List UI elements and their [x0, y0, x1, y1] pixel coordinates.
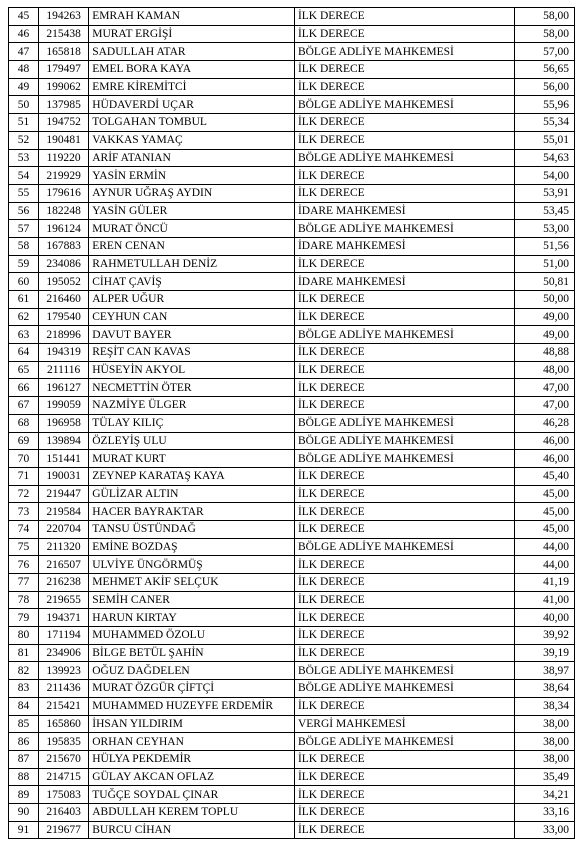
candidate-id-cell: 211436: [39, 680, 89, 698]
court-type-cell: İLK DERECE: [294, 520, 514, 538]
results-table-body: [9, 8, 575, 839]
court-type-cell: İLK DERECE: [294, 786, 514, 804]
candidate-id-cell: 119220: [39, 149, 89, 167]
table-row: [9, 485, 575, 503]
score-cell: 50,81: [514, 273, 574, 291]
table-row: [9, 627, 575, 645]
candidate-id-cell: 211320: [39, 538, 89, 556]
row-number-cell: 80: [9, 627, 39, 645]
table-row: [9, 786, 575, 804]
court-type-cell: BÖLGE ADLİYE MAHKEMESİ: [294, 220, 514, 238]
candidate-name-cell: BURCU CİHAN: [89, 821, 295, 839]
row-number-cell: 70: [9, 450, 39, 468]
court-type-cell: İLK DERECE: [294, 291, 514, 309]
row-number-cell: 72: [9, 485, 39, 503]
candidate-name-cell: HÜDAVERDİ UÇAR: [89, 96, 295, 114]
table-row: [9, 326, 575, 344]
table-row: [9, 556, 575, 574]
candidate-id-cell: 219447: [39, 485, 89, 503]
candidate-name-cell: NECMETTİN ÖTER: [89, 379, 295, 397]
row-number-cell: 78: [9, 591, 39, 609]
score-cell: 49,00: [514, 308, 574, 326]
candidate-id-cell: 194752: [39, 114, 89, 132]
candidate-name-cell: OĞUZ DAĞDELEN: [89, 662, 295, 680]
score-cell: 46,00: [514, 450, 574, 468]
row-number-cell: 45: [9, 8, 39, 26]
court-type-cell: İLK DERECE: [294, 750, 514, 768]
court-type-cell: BÖLGE ADLİYE MAHKEMESİ: [294, 432, 514, 450]
score-cell: 45,00: [514, 520, 574, 538]
candidate-id-cell: 167883: [39, 237, 89, 255]
row-number-cell: 91: [9, 821, 39, 839]
court-type-cell: BÖLGE ADLİYE MAHKEMESİ: [294, 96, 514, 114]
candidate-name-cell: EREN CENAN: [89, 237, 295, 255]
court-type-cell: İLK DERECE: [294, 609, 514, 627]
candidate-name-cell: SADULLAH ATAR: [89, 43, 295, 61]
row-number-cell: 67: [9, 397, 39, 415]
court-type-cell: İLK DERECE: [294, 644, 514, 662]
row-number-cell: 75: [9, 538, 39, 556]
court-type-cell: İLK DERECE: [294, 591, 514, 609]
candidate-name-cell: HACER BAYRAKTAR: [89, 503, 295, 521]
row-number-cell: 74: [9, 520, 39, 538]
row-number-cell: 51: [9, 114, 39, 132]
candidate-id-cell: 219929: [39, 167, 89, 185]
table-row: [9, 450, 575, 468]
table-row: [9, 503, 575, 521]
candidate-name-cell: HARUN KIRTAY: [89, 609, 295, 627]
table-row: [9, 520, 575, 538]
score-cell: 53,91: [514, 184, 574, 202]
table-row: [9, 202, 575, 220]
candidate-name-cell: GÜLİZAR ALTIN: [89, 485, 295, 503]
candidate-id-cell: 151441: [39, 450, 89, 468]
candidate-name-cell: MUHAMMED ÖZOLU: [89, 627, 295, 645]
row-number-cell: 82: [9, 662, 39, 680]
candidate-id-cell: 214715: [39, 768, 89, 786]
row-number-cell: 84: [9, 697, 39, 715]
candidate-id-cell: 211116: [39, 361, 89, 379]
score-cell: 45,00: [514, 503, 574, 521]
row-number-cell: 56: [9, 202, 39, 220]
candidate-name-cell: EMİNE BOZDAŞ: [89, 538, 295, 556]
court-type-cell: BÖLGE ADLİYE MAHKEMESİ: [294, 450, 514, 468]
court-type-cell: BÖLGE ADLİYE MAHKEMESİ: [294, 662, 514, 680]
table-row: [9, 149, 575, 167]
court-type-cell: İLK DERECE: [294, 627, 514, 645]
candidate-id-cell: 216238: [39, 574, 89, 592]
row-number-cell: 81: [9, 644, 39, 662]
score-cell: 44,00: [514, 556, 574, 574]
candidate-name-cell: MUHAMMED HUZEYFE ERDEMİR: [89, 697, 295, 715]
candidate-id-cell: 219677: [39, 821, 89, 839]
table-row: [9, 609, 575, 627]
score-cell: 46,00: [514, 432, 574, 450]
candidate-id-cell: 194371: [39, 609, 89, 627]
candidate-name-cell: MURAT ÖZGÜR ÇİFTÇİ: [89, 680, 295, 698]
row-number-cell: 47: [9, 43, 39, 61]
table-row: [9, 96, 575, 114]
candidate-id-cell: 196958: [39, 414, 89, 432]
candidate-name-cell: ÖZLEYİŞ ULU: [89, 432, 295, 450]
row-number-cell: 86: [9, 733, 39, 751]
table-row: [9, 273, 575, 291]
candidate-name-cell: HÜLYA PEKDEMİR: [89, 750, 295, 768]
candidate-name-cell: RAHMETULLAH DENİZ: [89, 255, 295, 273]
table-row: [9, 61, 575, 79]
table-row: [9, 662, 575, 680]
candidate-id-cell: 190481: [39, 131, 89, 149]
candidate-id-cell: 219655: [39, 591, 89, 609]
candidate-id-cell: 199062: [39, 78, 89, 96]
table-row: [9, 167, 575, 185]
row-number-cell: 57: [9, 220, 39, 238]
candidate-name-cell: İHSAN YILDIRIM: [89, 715, 295, 733]
court-type-cell: BÖLGE ADLİYE MAHKEMESİ: [294, 733, 514, 751]
court-type-cell: BÖLGE ADLİYE MAHKEMESİ: [294, 43, 514, 61]
row-number-cell: 90: [9, 803, 39, 821]
candidate-name-cell: YASİN ERMİN: [89, 167, 295, 185]
court-type-cell: İLK DERECE: [294, 114, 514, 132]
candidate-name-cell: MURAT ERGİŞİ: [89, 25, 295, 43]
score-cell: 41,19: [514, 574, 574, 592]
row-number-cell: 83: [9, 680, 39, 698]
candidate-id-cell: 179540: [39, 308, 89, 326]
candidate-name-cell: DAVUT BAYER: [89, 326, 295, 344]
score-cell: 45,00: [514, 485, 574, 503]
score-cell: 46,28: [514, 414, 574, 432]
score-cell: 54,00: [514, 167, 574, 185]
row-number-cell: 63: [9, 326, 39, 344]
candidate-name-cell: CEYHUN CAN: [89, 308, 295, 326]
score-cell: 55,34: [514, 114, 574, 132]
candidate-id-cell: 194319: [39, 344, 89, 362]
court-type-cell: İLK DERECE: [294, 379, 514, 397]
candidate-name-cell: ORHAN CEYHAN: [89, 733, 295, 751]
table-row: [9, 414, 575, 432]
candidate-name-cell: ALPER UĞUR: [89, 291, 295, 309]
score-cell: 57,00: [514, 43, 574, 61]
score-cell: 47,00: [514, 397, 574, 415]
candidate-name-cell: REŞİT CAN KAVAS: [89, 344, 295, 362]
court-type-cell: İLK DERECE: [294, 131, 514, 149]
court-type-cell: İDARE MAHKEMESİ: [294, 273, 514, 291]
score-cell: 45,40: [514, 467, 574, 485]
court-type-cell: İLK DERECE: [294, 78, 514, 96]
score-cell: 55,96: [514, 96, 574, 114]
score-cell: 34,21: [514, 786, 574, 804]
table-row: [9, 291, 575, 309]
score-cell: 51,56: [514, 237, 574, 255]
court-type-cell: İDARE MAHKEMESİ: [294, 237, 514, 255]
table-row: [9, 432, 575, 450]
candidate-name-cell: HÜSEYİN AKYOL: [89, 361, 295, 379]
court-type-cell: BÖLGE ADLİYE MAHKEMESİ: [294, 149, 514, 167]
candidate-name-cell: ZEYNEP KARATAŞ KAYA: [89, 467, 295, 485]
candidate-name-cell: EMRE KİREMİTCİ: [89, 78, 295, 96]
candidate-name-cell: EMRAH KAMAN: [89, 8, 295, 26]
table-row: [9, 768, 575, 786]
candidate-id-cell: 165818: [39, 43, 89, 61]
candidate-name-cell: YASİN GÜLER: [89, 202, 295, 220]
score-cell: 54,63: [514, 149, 574, 167]
candidate-name-cell: BİLGE BETÜL ŞAHİN: [89, 644, 295, 662]
court-type-cell: İLK DERECE: [294, 574, 514, 592]
row-number-cell: 64: [9, 344, 39, 362]
table-row: [9, 574, 575, 592]
table-row: [9, 538, 575, 556]
candidate-id-cell: 179497: [39, 61, 89, 79]
table-row: [9, 237, 575, 255]
row-number-cell: 49: [9, 78, 39, 96]
score-cell: 55,01: [514, 131, 574, 149]
table-row: [9, 591, 575, 609]
score-cell: 40,00: [514, 609, 574, 627]
court-type-cell: İLK DERECE: [294, 467, 514, 485]
candidate-id-cell: 215670: [39, 750, 89, 768]
candidate-name-cell: TUĞÇE SOYDAL ÇINAR: [89, 786, 295, 804]
candidate-id-cell: 216460: [39, 291, 89, 309]
candidate-name-cell: TANSU ÜSTÜNDAĞ: [89, 520, 295, 538]
table-row: [9, 397, 575, 415]
table-row: [9, 697, 575, 715]
candidate-id-cell: 216507: [39, 556, 89, 574]
row-number-cell: 66: [9, 379, 39, 397]
court-type-cell: İLK DERECE: [294, 25, 514, 43]
court-type-cell: İLK DERECE: [294, 556, 514, 574]
candidate-id-cell: 194263: [39, 8, 89, 26]
row-number-cell: 61: [9, 291, 39, 309]
table-row: [9, 821, 575, 839]
score-cell: 38,00: [514, 750, 574, 768]
row-number-cell: 52: [9, 131, 39, 149]
court-type-cell: İLK DERECE: [294, 821, 514, 839]
score-cell: 41,00: [514, 591, 574, 609]
score-cell: 56,00: [514, 78, 574, 96]
score-cell: 39,92: [514, 627, 574, 645]
candidate-id-cell: 196124: [39, 220, 89, 238]
court-type-cell: İLK DERECE: [294, 803, 514, 821]
court-type-cell: BÖLGE ADLİYE MAHKEMESİ: [294, 414, 514, 432]
candidate-id-cell: 190031: [39, 467, 89, 485]
row-number-cell: 76: [9, 556, 39, 574]
court-type-cell: İLK DERECE: [294, 697, 514, 715]
score-cell: 58,00: [514, 25, 574, 43]
candidate-id-cell: 234086: [39, 255, 89, 273]
table-row: [9, 114, 575, 132]
score-cell: 56,65: [514, 61, 574, 79]
candidate-id-cell: 196127: [39, 379, 89, 397]
table-row: [9, 680, 575, 698]
candidate-id-cell: 182248: [39, 202, 89, 220]
table-row: [9, 715, 575, 733]
score-cell: 49,00: [514, 326, 574, 344]
candidate-name-cell: GÜLAY AKCAN OFLAZ: [89, 768, 295, 786]
row-number-cell: 79: [9, 609, 39, 627]
candidate-id-cell: 234906: [39, 644, 89, 662]
score-cell: 48,88: [514, 344, 574, 362]
candidate-name-cell: MURAT ÖNCÜ: [89, 220, 295, 238]
row-number-cell: 71: [9, 467, 39, 485]
score-cell: 44,00: [514, 538, 574, 556]
score-cell: 33,16: [514, 803, 574, 821]
candidate-id-cell: 195835: [39, 733, 89, 751]
table-row: [9, 361, 575, 379]
table-row: [9, 184, 575, 202]
court-type-cell: İLK DERECE: [294, 361, 514, 379]
table-row: [9, 255, 575, 273]
score-cell: 39,19: [514, 644, 574, 662]
court-type-cell: BÖLGE ADLİYE MAHKEMESİ: [294, 326, 514, 344]
candidate-name-cell: TOLGAHAN TOMBUL: [89, 114, 295, 132]
candidate-name-cell: ABDULLAH KEREM TOPLU: [89, 803, 295, 821]
candidate-name-cell: ULVİYE ÜNGÖRMÜŞ: [89, 556, 295, 574]
score-cell: 38,97: [514, 662, 574, 680]
score-cell: 38,34: [514, 697, 574, 715]
court-type-cell: İLK DERECE: [294, 344, 514, 362]
table-row: [9, 25, 575, 43]
court-type-cell: İLK DERECE: [294, 61, 514, 79]
court-type-cell: BÖLGE ADLİYE MAHKEMESİ: [294, 538, 514, 556]
score-cell: 35,49: [514, 768, 574, 786]
row-number-cell: 62: [9, 308, 39, 326]
candidate-id-cell: 216403: [39, 803, 89, 821]
table-row: [9, 131, 575, 149]
candidate-id-cell: 175083: [39, 786, 89, 804]
candidate-name-cell: AYNUR UĞRAŞ AYDIN: [89, 184, 295, 202]
row-number-cell: 60: [9, 273, 39, 291]
row-number-cell: 55: [9, 184, 39, 202]
candidate-id-cell: 171194: [39, 627, 89, 645]
row-number-cell: 69: [9, 432, 39, 450]
row-number-cell: 87: [9, 750, 39, 768]
court-type-cell: VERGİ MAHKEMESİ: [294, 715, 514, 733]
court-type-cell: İLK DERECE: [294, 8, 514, 26]
court-type-cell: İLK DERECE: [294, 397, 514, 415]
table-row: [9, 733, 575, 751]
table-row: [9, 750, 575, 768]
court-type-cell: İLK DERECE: [294, 184, 514, 202]
row-number-cell: 73: [9, 503, 39, 521]
row-number-cell: 54: [9, 167, 39, 185]
table-row: [9, 644, 575, 662]
score-cell: 33,00: [514, 821, 574, 839]
row-number-cell: 58: [9, 237, 39, 255]
candidate-id-cell: 139923: [39, 662, 89, 680]
table-row: [9, 78, 575, 96]
candidate-name-cell: MEHMET AKİF SELÇUK: [89, 574, 295, 592]
score-cell: 47,00: [514, 379, 574, 397]
score-cell: 50,00: [514, 291, 574, 309]
candidate-id-cell: 199059: [39, 397, 89, 415]
candidate-id-cell: 165860: [39, 715, 89, 733]
candidate-id-cell: 219584: [39, 503, 89, 521]
candidate-id-cell: 215438: [39, 25, 89, 43]
candidate-name-cell: CİHAT ÇAVİŞ: [89, 273, 295, 291]
score-cell: 48,00: [514, 361, 574, 379]
court-type-cell: İLK DERECE: [294, 308, 514, 326]
candidate-id-cell: 137985: [39, 96, 89, 114]
row-number-cell: 53: [9, 149, 39, 167]
table-row: [9, 220, 575, 238]
candidate-id-cell: 220704: [39, 520, 89, 538]
score-cell: 38,64: [514, 680, 574, 698]
row-number-cell: 85: [9, 715, 39, 733]
row-number-cell: 89: [9, 786, 39, 804]
candidate-name-cell: SEMİH CANER: [89, 591, 295, 609]
court-type-cell: İLK DERECE: [294, 503, 514, 521]
candidate-id-cell: 218996: [39, 326, 89, 344]
table-row: [9, 803, 575, 821]
candidate-id-cell: 215421: [39, 697, 89, 715]
row-number-cell: 59: [9, 255, 39, 273]
table-row: [9, 344, 575, 362]
row-number-cell: 50: [9, 96, 39, 114]
row-number-cell: 46: [9, 25, 39, 43]
results-table: [8, 7, 575, 839]
table-row: [9, 8, 575, 26]
court-type-cell: İLK DERECE: [294, 167, 514, 185]
row-number-cell: 65: [9, 361, 39, 379]
score-cell: 38,00: [514, 733, 574, 751]
row-number-cell: 68: [9, 414, 39, 432]
score-cell: 53,00: [514, 220, 574, 238]
court-type-cell: İLK DERECE: [294, 768, 514, 786]
court-type-cell: İLK DERECE: [294, 485, 514, 503]
table-row: [9, 467, 575, 485]
candidate-name-cell: NAZMİYE ÜLGER: [89, 397, 295, 415]
table-row: [9, 308, 575, 326]
candidate-name-cell: EMEL BORA KAYA: [89, 61, 295, 79]
candidate-id-cell: 195052: [39, 273, 89, 291]
score-cell: 38,00: [514, 715, 574, 733]
score-cell: 58,00: [514, 8, 574, 26]
row-number-cell: 48: [9, 61, 39, 79]
table-row: [9, 43, 575, 61]
row-number-cell: 77: [9, 574, 39, 592]
candidate-name-cell: TÜLAY KILIÇ: [89, 414, 295, 432]
candidate-name-cell: VAKKAS YAMAÇ: [89, 131, 295, 149]
court-type-cell: İDARE MAHKEMESİ: [294, 202, 514, 220]
row-number-cell: 88: [9, 768, 39, 786]
score-cell: 53,45: [514, 202, 574, 220]
table-row: [9, 379, 575, 397]
candidate-id-cell: 139894: [39, 432, 89, 450]
score-cell: 51,00: [514, 255, 574, 273]
court-type-cell: İLK DERECE: [294, 255, 514, 273]
candidate-id-cell: 179616: [39, 184, 89, 202]
court-type-cell: BÖLGE ADLİYE MAHKEMESİ: [294, 680, 514, 698]
candidate-name-cell: ARİF ATANIAN: [89, 149, 295, 167]
candidate-name-cell: MURAT KURT: [89, 450, 295, 468]
